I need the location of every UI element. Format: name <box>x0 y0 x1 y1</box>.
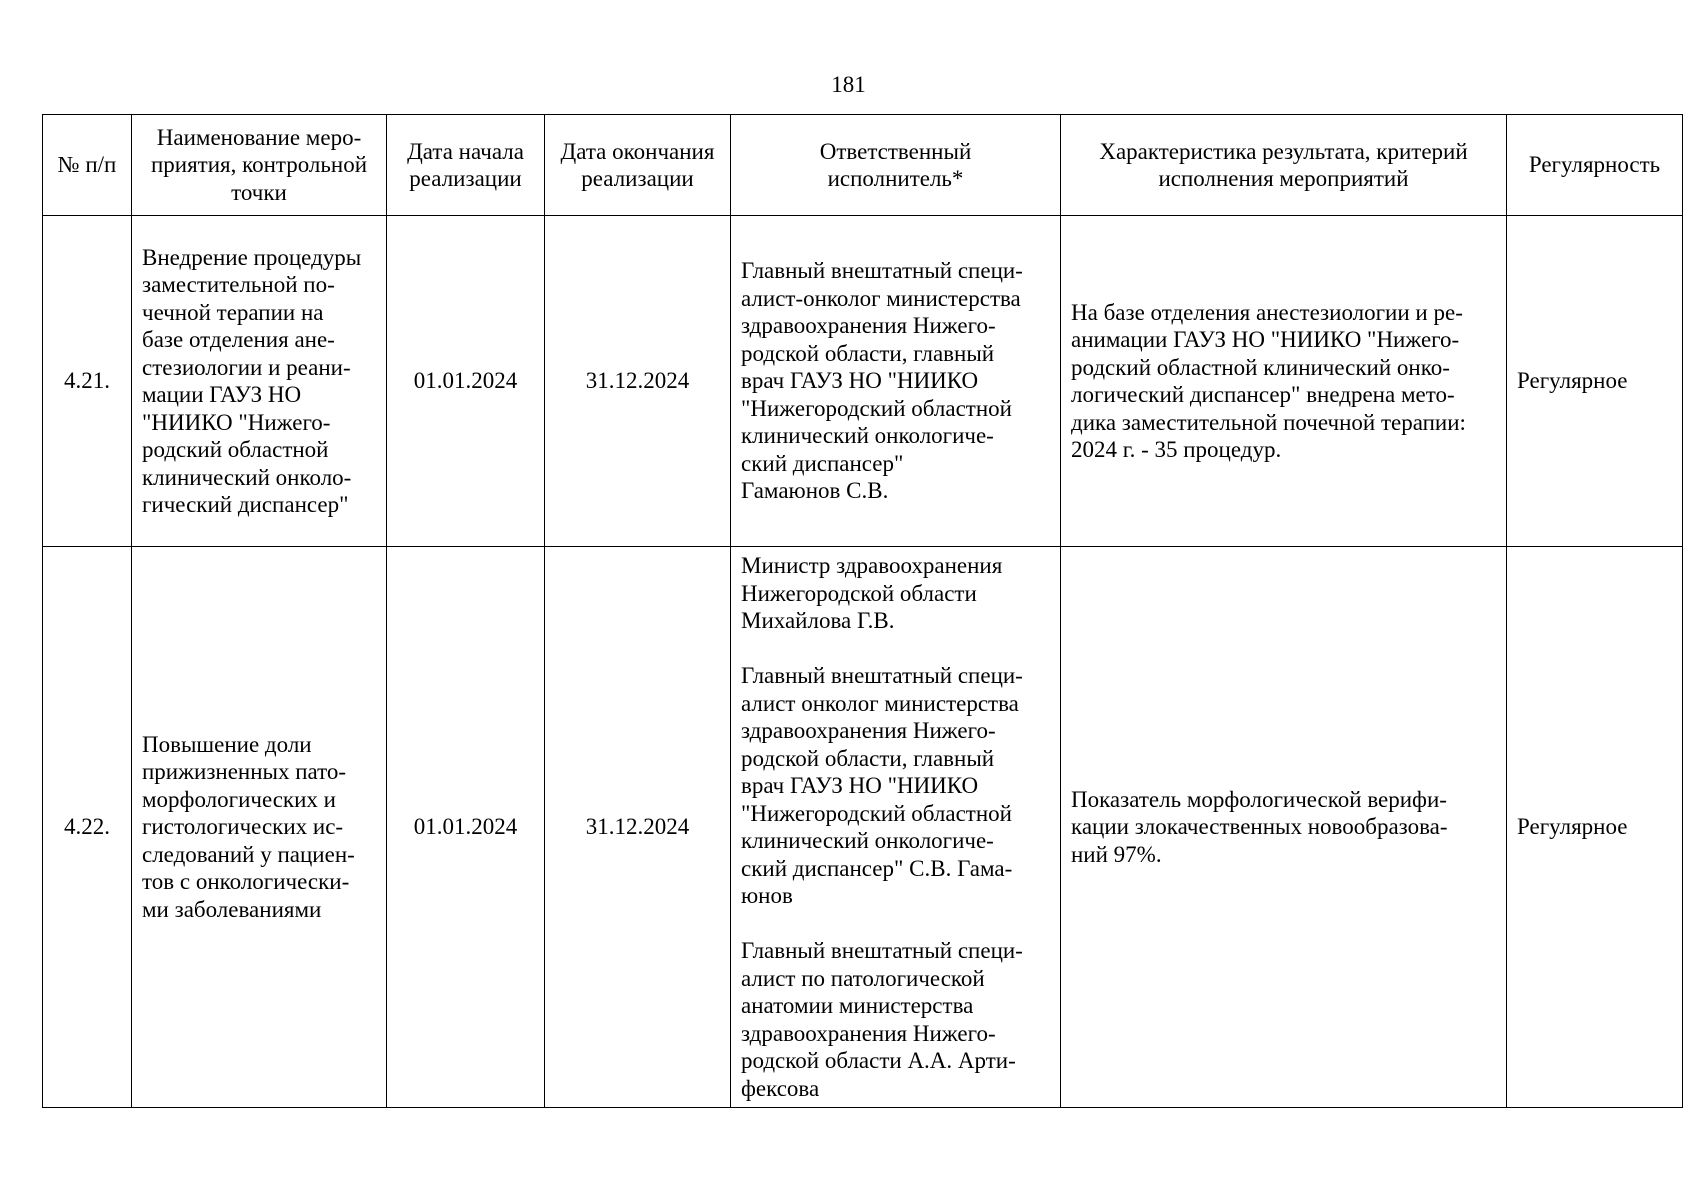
measure-name: Повышение доли прижизненных пато- морфологических и гистологических ис- следований у пациен- тов с онкологически- ми заболеваниями <box>132 547 387 1108</box>
regularity: Регулярное <box>1507 547 1683 1108</box>
row-number: 4.22. <box>43 547 132 1108</box>
header-responsible-executor: Ответственный исполнитель* <box>731 115 1061 216</box>
responsible-executor <box>731 216 1061 547</box>
measure-name: Внедрение процедуры заместительной по- чечной терапии на базе отделения ане- стезиологии и реани- мации ГАУЗ НО "НИИКО "Нижего- родский областной клинический онколо- гический диспансер" <box>132 216 387 547</box>
header-start-date: Дата начала реализации <box>387 115 545 216</box>
executor-entry: Главный внештатный специ- алист онколог министерства здравоохранения Нижего- родской области, главный врач ГАУЗ НО "НИИКО "Нижегородский областной клинический онкологиче- ский диспансер" С.В. Гама- юнов <box>741 663 1023 908</box>
header-regularity: Регулярность <box>1507 115 1683 216</box>
header-measure-name: Наименование меро- приятия, контрольной точки <box>132 115 387 216</box>
table-row <box>43 547 1683 1108</box>
header-result-criteria: Характеристика результата, критерий исполнения мероприятий <box>1061 115 1507 216</box>
header-number: № п/п <box>43 115 132 216</box>
start-date: 01.01.2024 <box>387 216 545 547</box>
table-row <box>43 216 1683 547</box>
result-criteria: Показатель морфологической верифи- кации злокачественных новообразова- ний 97%. <box>1061 547 1507 1108</box>
page-number: 181 <box>831 72 866 97</box>
row-number: 4.21. <box>43 216 132 547</box>
table-header-row <box>43 115 1683 216</box>
measures-table <box>42 114 1683 1108</box>
regularity: Регулярное <box>1507 216 1683 547</box>
end-date: 31.12.2024 <box>545 547 731 1108</box>
start-date: 01.01.2024 <box>387 547 545 1108</box>
result-criteria: На базе отделения анестезиологии и ре- анимации ГАУЗ НО "НИИКО "Нижего- родский областной клинический онко- логический диспансер" внедрена мето- дика заместительной почечной терапии: 2024 г. - 35 процедур. <box>1061 216 1507 547</box>
executor-entry: Главный внештатный специ- алист по патологической анатомии министерства здравоохранения Нижего- родской области А.А. Арти- фексова <box>741 938 1023 1101</box>
executor-entry: Главный внештатный специ- алист-онколог министерства здравоохранения Нижего- родской области, главный врач ГАУЗ НО "НИИКО "Нижегородский областной клинический онкологиче- ский диспансер" Гамаюнов С.В. <box>741 258 1023 504</box>
end-date: 31.12.2024 <box>545 216 731 547</box>
header-end-date: Дата окончания реализации <box>545 115 731 216</box>
executor-entry: Министр здравоохранения Нижегородской области Михайлова Г.В. <box>741 553 1003 633</box>
responsible-executor <box>731 547 1061 1108</box>
